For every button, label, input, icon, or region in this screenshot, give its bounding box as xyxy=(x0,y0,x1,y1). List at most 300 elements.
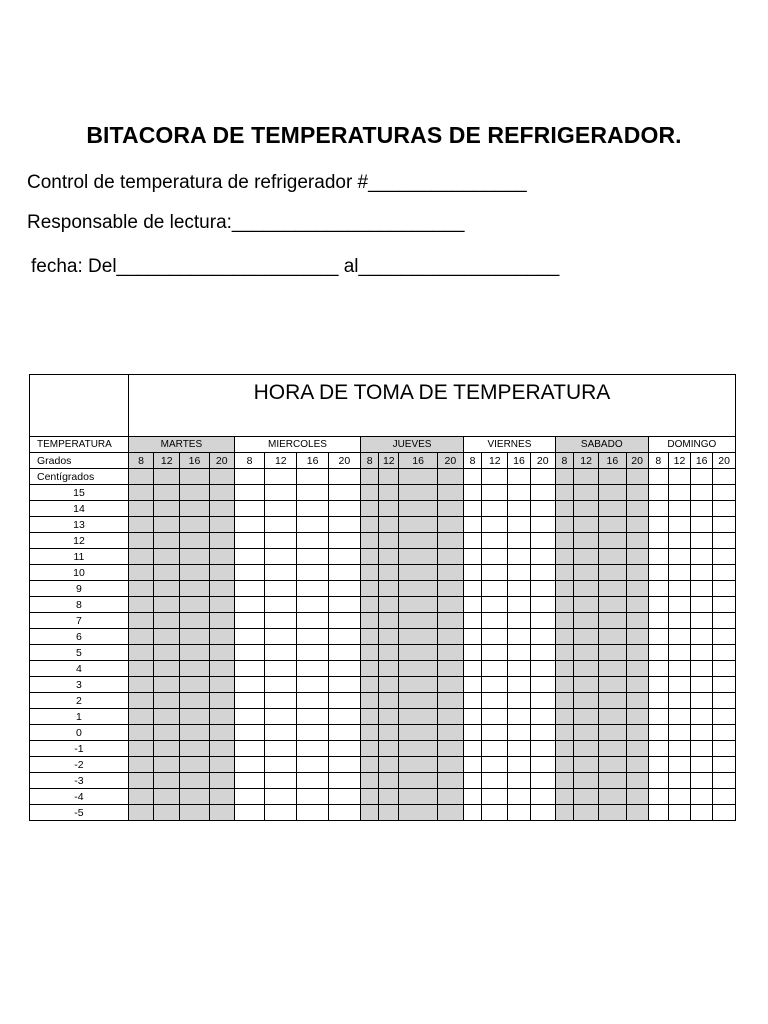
reading-cell[interactable] xyxy=(379,613,399,629)
reading-cell[interactable] xyxy=(297,501,328,517)
reading-cell[interactable] xyxy=(399,805,437,821)
reading-cell[interactable] xyxy=(265,757,297,773)
reading-cell[interactable] xyxy=(361,533,379,549)
reading-cell[interactable] xyxy=(437,645,463,661)
reading-cell[interactable] xyxy=(668,581,690,597)
reading-cell[interactable] xyxy=(297,533,328,549)
reading-cell[interactable] xyxy=(154,517,180,533)
reading-cell[interactable] xyxy=(713,485,736,501)
reading-cell[interactable] xyxy=(361,629,379,645)
reading-cell[interactable] xyxy=(180,613,209,629)
reading-cell[interactable] xyxy=(154,773,180,789)
reading-cell[interactable] xyxy=(626,549,648,565)
reading-cell[interactable] xyxy=(508,661,530,677)
reading-cell[interactable] xyxy=(599,725,626,741)
reading-cell[interactable] xyxy=(399,757,437,773)
reading-cell[interactable] xyxy=(297,661,328,677)
hour-cell[interactable] xyxy=(209,469,234,485)
reading-cell[interactable] xyxy=(297,773,328,789)
reading-cell[interactable] xyxy=(361,805,379,821)
reading-cell[interactable] xyxy=(328,677,360,693)
reading-cell[interactable] xyxy=(691,565,713,581)
reading-cell[interactable] xyxy=(599,645,626,661)
reading-cell[interactable] xyxy=(437,613,463,629)
reading-cell[interactable] xyxy=(691,725,713,741)
reading-cell[interactable] xyxy=(265,517,297,533)
reading-cell[interactable] xyxy=(379,501,399,517)
reading-cell[interactable] xyxy=(713,725,736,741)
reading-cell[interactable] xyxy=(599,661,626,677)
reading-cell[interactable] xyxy=(464,645,482,661)
reading-cell[interactable] xyxy=(209,789,234,805)
reading-cell[interactable] xyxy=(482,789,508,805)
reading-cell[interactable] xyxy=(530,693,555,709)
reading-cell[interactable] xyxy=(691,789,713,805)
reading-cell[interactable] xyxy=(574,597,599,613)
reading-cell[interactable] xyxy=(464,565,482,581)
reading-cell[interactable] xyxy=(574,773,599,789)
reading-cell[interactable] xyxy=(209,773,234,789)
reading-cell[interactable] xyxy=(530,805,555,821)
reading-cell[interactable] xyxy=(437,741,463,757)
reading-cell[interactable] xyxy=(361,581,379,597)
reading-cell[interactable] xyxy=(530,517,555,533)
reading-cell[interactable] xyxy=(574,485,599,501)
reading-cell[interactable] xyxy=(648,805,668,821)
reading-cell[interactable] xyxy=(297,581,328,597)
reading-cell[interactable] xyxy=(128,693,153,709)
reading-cell[interactable] xyxy=(128,789,153,805)
reading-cell[interactable] xyxy=(555,517,573,533)
reading-cell[interactable] xyxy=(265,597,297,613)
reading-cell[interactable] xyxy=(154,805,180,821)
reading-cell[interactable] xyxy=(574,549,599,565)
reading-cell[interactable] xyxy=(399,533,437,549)
reading-cell[interactable] xyxy=(574,725,599,741)
reading-cell[interactable] xyxy=(379,805,399,821)
reading-cell[interactable] xyxy=(530,661,555,677)
reading-cell[interactable] xyxy=(297,677,328,693)
reading-cell[interactable] xyxy=(599,581,626,597)
reading-cell[interactable] xyxy=(574,501,599,517)
reading-cell[interactable] xyxy=(128,629,153,645)
reading-cell[interactable] xyxy=(464,805,482,821)
reading-cell[interactable] xyxy=(648,581,668,597)
reading-cell[interactable] xyxy=(154,709,180,725)
reading-cell[interactable] xyxy=(464,501,482,517)
reading-cell[interactable] xyxy=(508,741,530,757)
reading-cell[interactable] xyxy=(599,693,626,709)
reading-cell[interactable] xyxy=(530,581,555,597)
reading-cell[interactable] xyxy=(668,517,690,533)
hour-cell[interactable] xyxy=(464,469,482,485)
reading-cell[interactable] xyxy=(555,741,573,757)
reading-cell[interactable] xyxy=(399,709,437,725)
hour-cell[interactable] xyxy=(574,469,599,485)
reading-cell[interactable] xyxy=(297,645,328,661)
reading-cell[interactable] xyxy=(265,501,297,517)
reading-cell[interactable] xyxy=(399,581,437,597)
reading-cell[interactable] xyxy=(464,549,482,565)
reading-cell[interactable] xyxy=(574,805,599,821)
reading-cell[interactable] xyxy=(626,677,648,693)
reading-cell[interactable] xyxy=(128,709,153,725)
reading-cell[interactable] xyxy=(234,613,264,629)
reading-cell[interactable] xyxy=(464,741,482,757)
reading-cell[interactable] xyxy=(599,549,626,565)
hour-cell[interactable] xyxy=(234,469,264,485)
reading-cell[interactable] xyxy=(180,693,209,709)
reading-cell[interactable] xyxy=(180,517,209,533)
reading-cell[interactable] xyxy=(530,757,555,773)
reading-cell[interactable] xyxy=(508,629,530,645)
reading-cell[interactable] xyxy=(508,485,530,501)
reading-cell[interactable] xyxy=(154,677,180,693)
reading-cell[interactable] xyxy=(668,613,690,629)
reading-cell[interactable] xyxy=(668,789,690,805)
hour-cell[interactable] xyxy=(399,469,437,485)
reading-cell[interactable] xyxy=(180,533,209,549)
reading-cell[interactable] xyxy=(154,757,180,773)
reading-cell[interactable] xyxy=(234,693,264,709)
reading-cell[interactable] xyxy=(530,565,555,581)
reading-cell[interactable] xyxy=(626,645,648,661)
reading-cell[interactable] xyxy=(626,629,648,645)
reading-cell[interactable] xyxy=(713,789,736,805)
reading-cell[interactable] xyxy=(668,661,690,677)
reading-cell[interactable] xyxy=(128,613,153,629)
reading-cell[interactable] xyxy=(530,629,555,645)
reading-cell[interactable] xyxy=(399,517,437,533)
reading-cell[interactable] xyxy=(234,773,264,789)
reading-cell[interactable] xyxy=(668,485,690,501)
reading-cell[interactable] xyxy=(128,645,153,661)
reading-cell[interactable] xyxy=(713,741,736,757)
reading-cell[interactable] xyxy=(128,677,153,693)
reading-cell[interactable] xyxy=(154,533,180,549)
reading-cell[interactable] xyxy=(713,581,736,597)
reading-cell[interactable] xyxy=(437,565,463,581)
reading-cell[interactable] xyxy=(508,613,530,629)
reading-cell[interactable] xyxy=(437,773,463,789)
reading-cell[interactable] xyxy=(437,757,463,773)
reading-cell[interactable] xyxy=(154,789,180,805)
reading-cell[interactable] xyxy=(464,581,482,597)
reading-cell[interactable] xyxy=(297,693,328,709)
reading-cell[interactable] xyxy=(437,789,463,805)
reading-cell[interactable] xyxy=(626,581,648,597)
reading-cell[interactable] xyxy=(328,485,360,501)
reading-cell[interactable] xyxy=(626,725,648,741)
reading-cell[interactable] xyxy=(437,533,463,549)
reading-cell[interactable] xyxy=(482,629,508,645)
reading-cell[interactable] xyxy=(399,597,437,613)
reading-cell[interactable] xyxy=(265,549,297,565)
reading-cell[interactable] xyxy=(555,693,573,709)
hour-cell[interactable] xyxy=(128,469,153,485)
reading-cell[interactable] xyxy=(234,581,264,597)
reading-cell[interactable] xyxy=(574,565,599,581)
reading-cell[interactable] xyxy=(713,549,736,565)
reading-cell[interactable] xyxy=(379,645,399,661)
reading-cell[interactable] xyxy=(574,517,599,533)
reading-cell[interactable] xyxy=(437,597,463,613)
hour-cell[interactable] xyxy=(265,469,297,485)
reading-cell[interactable] xyxy=(482,725,508,741)
reading-cell[interactable] xyxy=(668,549,690,565)
reading-cell[interactable] xyxy=(234,517,264,533)
reading-cell[interactable] xyxy=(328,533,360,549)
reading-cell[interactable] xyxy=(668,725,690,741)
reading-cell[interactable] xyxy=(555,533,573,549)
reading-cell[interactable] xyxy=(626,517,648,533)
reading-cell[interactable] xyxy=(379,581,399,597)
reading-cell[interactable] xyxy=(713,501,736,517)
reading-cell[interactable] xyxy=(508,517,530,533)
reading-cell[interactable] xyxy=(648,645,668,661)
reading-cell[interactable] xyxy=(128,565,153,581)
reading-cell[interactable] xyxy=(555,629,573,645)
reading-cell[interactable] xyxy=(328,709,360,725)
reading-cell[interactable] xyxy=(361,709,379,725)
hour-cell[interactable] xyxy=(361,469,379,485)
reading-cell[interactable] xyxy=(297,549,328,565)
reading-cell[interactable] xyxy=(668,501,690,517)
reading-cell[interactable] xyxy=(437,629,463,645)
hour-cell[interactable] xyxy=(648,469,668,485)
reading-cell[interactable] xyxy=(437,725,463,741)
reading-cell[interactable] xyxy=(508,501,530,517)
reading-cell[interactable] xyxy=(154,485,180,501)
reading-cell[interactable] xyxy=(180,741,209,757)
reading-cell[interactable] xyxy=(626,597,648,613)
reading-cell[interactable] xyxy=(648,693,668,709)
reading-cell[interactable] xyxy=(379,565,399,581)
reading-cell[interactable] xyxy=(361,661,379,677)
reading-cell[interactable] xyxy=(128,805,153,821)
reading-cell[interactable] xyxy=(128,757,153,773)
reading-cell[interactable] xyxy=(626,613,648,629)
reading-cell[interactable] xyxy=(648,757,668,773)
reading-cell[interactable] xyxy=(297,709,328,725)
reading-cell[interactable] xyxy=(464,661,482,677)
reading-cell[interactable] xyxy=(379,709,399,725)
reading-cell[interactable] xyxy=(128,549,153,565)
reading-cell[interactable] xyxy=(599,677,626,693)
reading-cell[interactable] xyxy=(599,629,626,645)
reading-cell[interactable] xyxy=(209,533,234,549)
reading-cell[interactable] xyxy=(648,501,668,517)
reading-cell[interactable] xyxy=(328,613,360,629)
reading-cell[interactable] xyxy=(482,709,508,725)
reading-cell[interactable] xyxy=(508,789,530,805)
reading-cell[interactable] xyxy=(180,501,209,517)
reading-cell[interactable] xyxy=(209,613,234,629)
reading-cell[interactable] xyxy=(297,741,328,757)
reading-cell[interactable] xyxy=(626,533,648,549)
reading-cell[interactable] xyxy=(265,789,297,805)
reading-cell[interactable] xyxy=(379,485,399,501)
reading-cell[interactable] xyxy=(234,565,264,581)
reading-cell[interactable] xyxy=(668,677,690,693)
reading-cell[interactable] xyxy=(626,565,648,581)
reading-cell[interactable] xyxy=(530,725,555,741)
reading-cell[interactable] xyxy=(234,501,264,517)
reading-cell[interactable] xyxy=(399,485,437,501)
reading-cell[interactable] xyxy=(626,485,648,501)
reading-cell[interactable] xyxy=(464,725,482,741)
reading-cell[interactable] xyxy=(668,629,690,645)
reading-cell[interactable] xyxy=(648,549,668,565)
reading-cell[interactable] xyxy=(361,517,379,533)
reading-cell[interactable] xyxy=(530,597,555,613)
reading-cell[interactable] xyxy=(555,645,573,661)
reading-cell[interactable] xyxy=(530,741,555,757)
reading-cell[interactable] xyxy=(128,741,153,757)
hour-cell[interactable] xyxy=(297,469,328,485)
reading-cell[interactable] xyxy=(599,517,626,533)
reading-cell[interactable] xyxy=(482,581,508,597)
reading-cell[interactable] xyxy=(648,597,668,613)
reading-cell[interactable] xyxy=(399,549,437,565)
reading-cell[interactable] xyxy=(265,629,297,645)
reading-cell[interactable] xyxy=(209,565,234,581)
reading-cell[interactable] xyxy=(530,613,555,629)
reading-cell[interactable] xyxy=(464,773,482,789)
reading-cell[interactable] xyxy=(437,677,463,693)
reading-cell[interactable] xyxy=(154,581,180,597)
reading-cell[interactable] xyxy=(668,709,690,725)
reading-cell[interactable] xyxy=(691,549,713,565)
reading-cell[interactable] xyxy=(234,741,264,757)
reading-cell[interactable] xyxy=(180,581,209,597)
reading-cell[interactable] xyxy=(180,629,209,645)
reading-cell[interactable] xyxy=(691,485,713,501)
reading-cell[interactable] xyxy=(180,661,209,677)
reading-cell[interactable] xyxy=(328,597,360,613)
reading-cell[interactable] xyxy=(297,565,328,581)
reading-cell[interactable] xyxy=(437,517,463,533)
reading-cell[interactable] xyxy=(180,549,209,565)
reading-cell[interactable] xyxy=(508,645,530,661)
reading-cell[interactable] xyxy=(508,805,530,821)
reading-cell[interactable] xyxy=(530,789,555,805)
reading-cell[interactable] xyxy=(209,581,234,597)
reading-cell[interactable] xyxy=(464,629,482,645)
reading-cell[interactable] xyxy=(361,549,379,565)
reading-cell[interactable] xyxy=(482,613,508,629)
reading-cell[interactable] xyxy=(128,533,153,549)
reading-cell[interactable] xyxy=(648,517,668,533)
reading-cell[interactable] xyxy=(399,773,437,789)
reading-cell[interactable] xyxy=(574,661,599,677)
reading-cell[interactable] xyxy=(626,741,648,757)
reading-cell[interactable] xyxy=(265,581,297,597)
reading-cell[interactable] xyxy=(555,805,573,821)
reading-cell[interactable] xyxy=(555,757,573,773)
reading-cell[interactable] xyxy=(154,645,180,661)
reading-cell[interactable] xyxy=(128,725,153,741)
reading-cell[interactable] xyxy=(599,757,626,773)
reading-cell[interactable] xyxy=(234,789,264,805)
reading-cell[interactable] xyxy=(713,709,736,725)
reading-cell[interactable] xyxy=(555,725,573,741)
reading-cell[interactable] xyxy=(713,661,736,677)
reading-cell[interactable] xyxy=(209,661,234,677)
reading-cell[interactable] xyxy=(328,725,360,741)
reading-cell[interactable] xyxy=(265,533,297,549)
reading-cell[interactable] xyxy=(508,709,530,725)
reading-cell[interactable] xyxy=(691,757,713,773)
reading-cell[interactable] xyxy=(530,549,555,565)
reading-cell[interactable] xyxy=(599,805,626,821)
reading-cell[interactable] xyxy=(713,565,736,581)
reading-cell[interactable] xyxy=(180,597,209,613)
reading-cell[interactable] xyxy=(555,565,573,581)
reading-cell[interactable] xyxy=(209,597,234,613)
reading-cell[interactable] xyxy=(379,549,399,565)
hour-cell[interactable] xyxy=(328,469,360,485)
reading-cell[interactable] xyxy=(234,645,264,661)
reading-cell[interactable] xyxy=(328,693,360,709)
reading-cell[interactable] xyxy=(265,709,297,725)
reading-cell[interactable] xyxy=(154,693,180,709)
reading-cell[interactable] xyxy=(668,757,690,773)
reading-cell[interactable] xyxy=(574,709,599,725)
reading-cell[interactable] xyxy=(361,501,379,517)
reading-cell[interactable] xyxy=(691,533,713,549)
reading-cell[interactable] xyxy=(482,773,508,789)
reading-cell[interactable] xyxy=(328,501,360,517)
reading-cell[interactable] xyxy=(154,741,180,757)
reading-cell[interactable] xyxy=(209,725,234,741)
hour-cell[interactable] xyxy=(626,469,648,485)
reading-cell[interactable] xyxy=(265,485,297,501)
reading-cell[interactable] xyxy=(234,661,264,677)
reading-cell[interactable] xyxy=(361,677,379,693)
hour-cell[interactable] xyxy=(180,469,209,485)
reading-cell[interactable] xyxy=(713,645,736,661)
reading-cell[interactable] xyxy=(574,581,599,597)
reading-cell[interactable] xyxy=(128,773,153,789)
reading-cell[interactable] xyxy=(379,661,399,677)
reading-cell[interactable] xyxy=(234,709,264,725)
reading-cell[interactable] xyxy=(508,725,530,741)
reading-cell[interactable] xyxy=(713,693,736,709)
reading-cell[interactable] xyxy=(437,581,463,597)
reading-cell[interactable] xyxy=(482,565,508,581)
reading-cell[interactable] xyxy=(691,581,713,597)
reading-cell[interactable] xyxy=(648,741,668,757)
reading-cell[interactable] xyxy=(574,629,599,645)
reading-cell[interactable] xyxy=(328,629,360,645)
reading-cell[interactable] xyxy=(530,485,555,501)
reading-cell[interactable] xyxy=(555,789,573,805)
hour-cell[interactable] xyxy=(713,469,736,485)
reading-cell[interactable] xyxy=(691,709,713,725)
reading-cell[interactable] xyxy=(626,805,648,821)
reading-cell[interactable] xyxy=(265,693,297,709)
reading-cell[interactable] xyxy=(234,485,264,501)
reading-cell[interactable] xyxy=(574,645,599,661)
reading-cell[interactable] xyxy=(180,789,209,805)
reading-cell[interactable] xyxy=(555,677,573,693)
reading-cell[interactable] xyxy=(464,597,482,613)
reading-cell[interactable] xyxy=(328,565,360,581)
reading-cell[interactable] xyxy=(297,725,328,741)
reading-cell[interactable] xyxy=(482,805,508,821)
reading-cell[interactable] xyxy=(128,517,153,533)
